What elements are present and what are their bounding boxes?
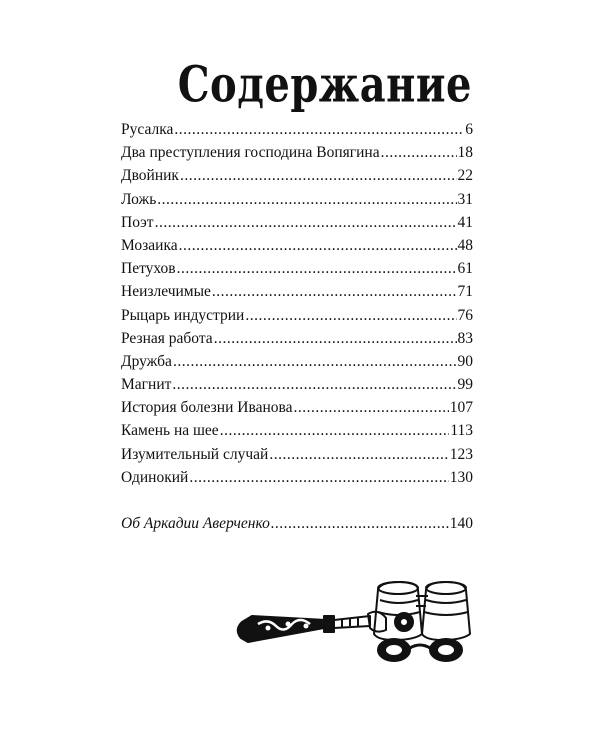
toc-entry[interactable]: [121, 257, 473, 280]
toc-entry-afterword[interactable]: [121, 512, 473, 535]
toc-entry-page: 130: [449, 468, 473, 486]
toc-entry[interactable]: [121, 280, 473, 303]
toc-entry-page: 6: [465, 121, 473, 138]
toc-entry[interactable]: [121, 118, 473, 141]
opera-glasses-drawing: [228, 578, 474, 670]
toc-entry[interactable]: [121, 373, 473, 396]
toc-entry[interactable]: [121, 211, 473, 234]
toc-entry[interactable]: [121, 234, 473, 257]
toc-entry[interactable]: [121, 466, 473, 489]
toc-entry-title: Петухов: [121, 260, 176, 278]
toc-leader-dots: [271, 512, 449, 535]
toc-entry[interactable]: [121, 350, 473, 373]
toc-entry[interactable]: [121, 304, 473, 327]
toc-leader-dots: [245, 304, 456, 327]
toc-entry-title: Два преступления господина Вопягина: [121, 144, 380, 162]
toc-leader-dots: [177, 257, 457, 280]
toc-leader-dots: [172, 373, 456, 396]
toc-entry-title: Дружба: [121, 352, 172, 370]
toc-entry-page: 83: [457, 329, 473, 347]
table-of-contents: [121, 118, 473, 489]
toc-leader-dots: [157, 188, 456, 211]
page-title: Содержание: [177, 54, 472, 114]
toc-leader-dots: [220, 419, 450, 442]
toc-leader-dots: [294, 396, 449, 419]
toc-entry-title: Ложь: [121, 190, 157, 208]
toc-entry-page: 41: [457, 213, 473, 231]
afterword-section: [121, 512, 473, 535]
toc-entry[interactable]: [121, 164, 473, 187]
toc-entry-page: 107: [449, 399, 473, 417]
toc-entry-title: Поэт: [121, 213, 154, 231]
toc-leader-dots: [214, 327, 457, 350]
toc-entry-title: История болезни Иванова: [121, 399, 293, 417]
toc-entry-title: Одинокий: [121, 468, 189, 486]
toc-entry[interactable]: [121, 327, 473, 350]
toc-entry[interactable]: [121, 141, 473, 164]
toc-entry-page: 123: [449, 445, 473, 463]
opera-glasses-icon: [228, 578, 474, 675]
toc-leader-dots: [179, 234, 457, 257]
toc-leader-dots: [189, 466, 448, 489]
toc-entry-page: 113: [450, 422, 473, 440]
toc-entry[interactable]: [121, 443, 473, 466]
toc-entry-title: Об Аркадии Аверченко: [121, 515, 270, 532]
toc-entry-page: 71: [457, 283, 473, 301]
toc-entry-title: Русалка: [121, 121, 174, 138]
toc-leader-dots: [180, 164, 457, 187]
toc-entry-page: 22: [457, 167, 473, 185]
toc-entry-page: 31: [457, 190, 473, 208]
toc-leader-dots: [155, 211, 457, 234]
toc-leader-dots: [269, 443, 448, 466]
toc-entry-page: 48: [457, 236, 473, 254]
toc-leader-dots: [174, 118, 464, 141]
toc-leader-dots: [173, 350, 457, 373]
toc-entry-page: 90: [457, 352, 473, 370]
toc-entry[interactable]: [121, 396, 473, 419]
toc-entry-page: 140: [449, 515, 473, 532]
toc-entry-title: Мозаика: [121, 236, 178, 254]
toc-entry[interactable]: [121, 188, 473, 211]
toc-entry-title: Рыцарь индустрии: [121, 306, 245, 324]
toc-leader-dots: [212, 280, 457, 303]
toc-entry[interactable]: [121, 419, 473, 442]
toc-entry-page: 76: [457, 306, 473, 324]
toc-entry-page: 61: [457, 260, 473, 278]
toc-entry-title: Камень на шее: [121, 422, 219, 440]
toc-entry-page: 18: [457, 144, 473, 162]
toc-leader-dots: [381, 141, 457, 164]
toc-entry-title: Изумительный случай: [121, 445, 269, 463]
toc-entry-title: Двойник: [121, 167, 179, 185]
toc-entry-title: Неизлечимые: [121, 283, 211, 301]
toc-entry-page: 99: [457, 376, 473, 394]
toc-entry-title: Магнит: [121, 376, 172, 394]
toc-entry-title: Резная работа: [121, 329, 213, 347]
